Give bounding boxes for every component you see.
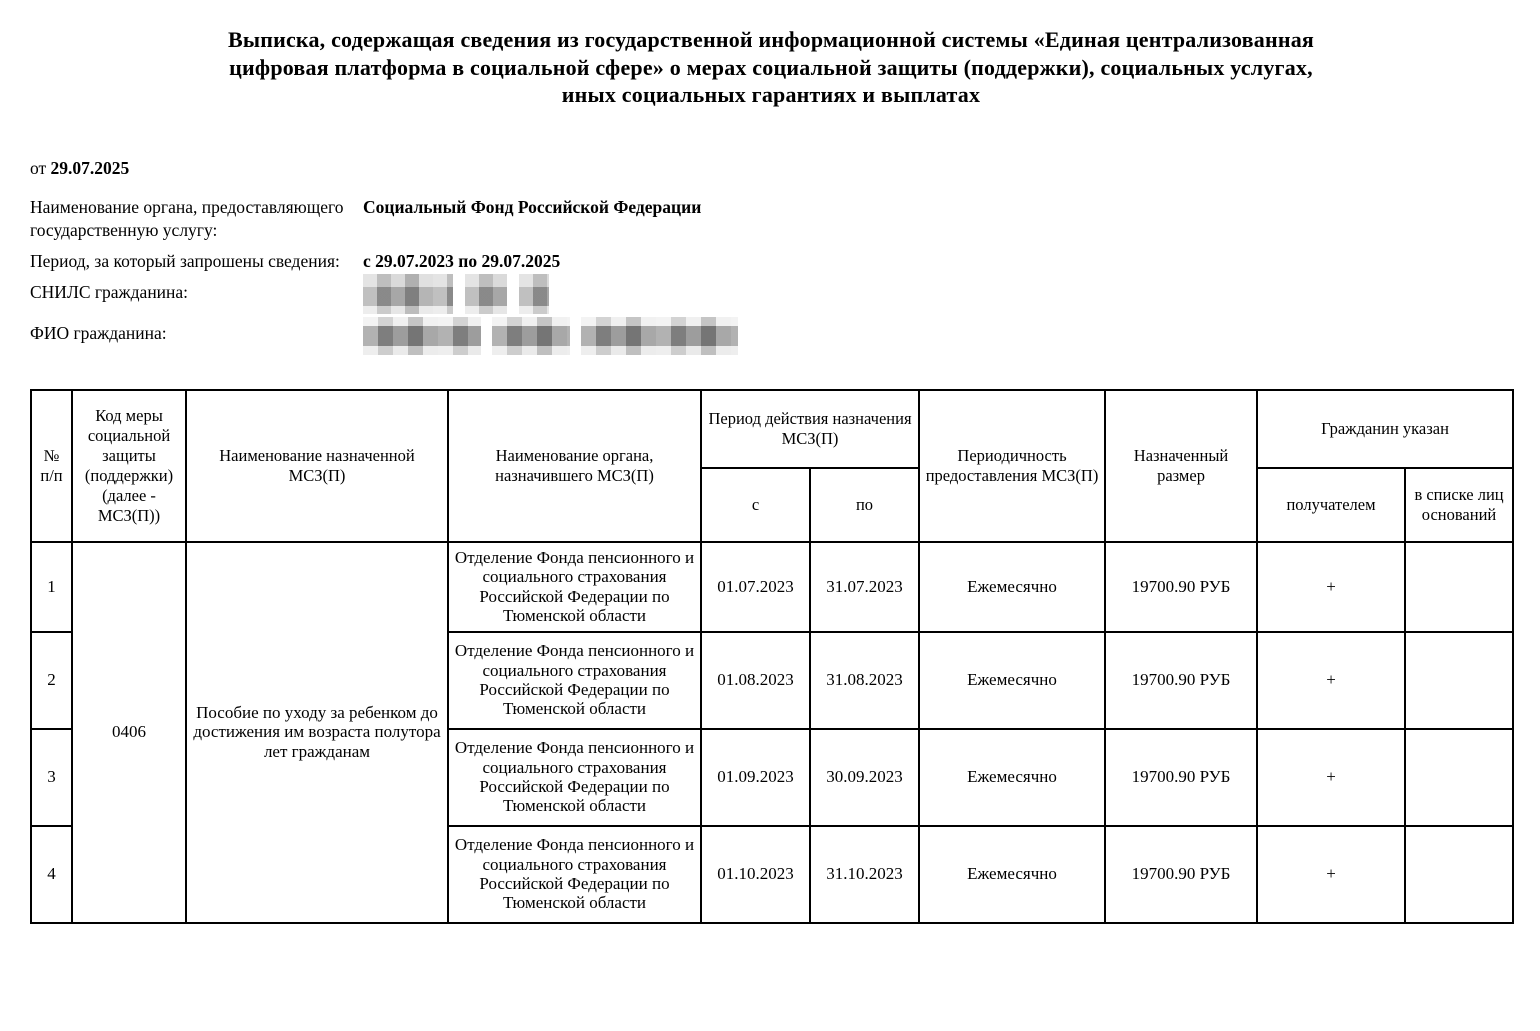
row-date-from: 01.08.2023	[701, 632, 810, 729]
row-benefit-name: Пособие по уходу за ребенком до достижения им возраста полутора лет гражданам	[186, 542, 448, 923]
header-citizen-recipient: получателем	[1257, 468, 1405, 542]
meta-row-snils	[30, 281, 1512, 314]
row-org: Отделение Фонда пенсионного и социального страхования Российской Федерации по Тюменской области	[448, 826, 701, 923]
header-period-to: по	[810, 468, 919, 542]
header-citizen-basis: в списке лиц оснований	[1405, 468, 1513, 542]
snils-redacted-value	[363, 281, 549, 314]
row-date-to: 31.07.2023	[810, 542, 919, 632]
period-value: с 29.07.2023 по 29.07.2025	[363, 250, 561, 271]
snils-redaction-block	[519, 274, 549, 314]
fio-redaction-block	[363, 317, 481, 355]
row-code: 0406	[72, 542, 186, 923]
row-num: 1	[31, 542, 72, 632]
extract-date-line	[30, 157, 1512, 180]
authority-value: Социальный Фонд Российской Федерации	[363, 196, 702, 217]
row-periodicity: Ежемесячно	[919, 729, 1105, 826]
row-amount: 19700.90 РУБ	[1105, 542, 1257, 632]
row-date-from: 01.09.2023	[701, 729, 810, 826]
row-periodicity: Ежемесячно	[919, 542, 1105, 632]
header-code: Код меры социальной защиты (поддержки) (далее - МСЗ(П))	[72, 390, 186, 542]
row-org: Отделение Фонда пенсионного и социального страхования Российской Федерации по Тюменской области	[448, 729, 701, 826]
row-date-to: 31.10.2023	[810, 826, 919, 923]
date-prefix: от	[30, 157, 47, 178]
row-basis-mark	[1405, 632, 1513, 729]
row-basis-mark	[1405, 542, 1513, 632]
meta-row-fio	[30, 322, 1512, 355]
header-num: № п/п	[31, 390, 72, 542]
row-recipient-mark: +	[1257, 542, 1405, 632]
row-date-from: 01.10.2023	[701, 826, 810, 923]
row-date-from: 01.07.2023	[701, 542, 810, 632]
row-recipient-mark: +	[1257, 729, 1405, 826]
header-org: Наименование органа, назначившего МСЗ(П)	[448, 390, 701, 542]
title-line-1: Выписка, содержащая сведения из государственной информационной системы «Единая централизованная	[227, 27, 1315, 52]
snils-label: СНИЛС гражданина:	[30, 281, 189, 302]
row-org: Отделение Фонда пенсионного и социального страхования Российской Федерации по Тюменской области	[448, 632, 701, 729]
extract-date: 29.07.2025	[50, 157, 130, 178]
table-row	[31, 542, 1513, 632]
row-date-to: 31.08.2023	[810, 632, 919, 729]
fio-redaction-block	[581, 317, 738, 355]
period-label: Период, за который запрошены сведения:	[30, 250, 340, 271]
row-basis-mark	[1405, 826, 1513, 923]
row-amount: 19700.90 РУБ	[1105, 729, 1257, 826]
fio-redacted-value	[363, 322, 738, 355]
row-recipient-mark: +	[1257, 632, 1405, 729]
fio-redaction-block	[492, 317, 570, 355]
row-date-to: 30.09.2023	[810, 729, 919, 826]
meta-row-period	[30, 250, 1512, 273]
header-name: Наименование назначенной МСЗ(П)	[186, 390, 448, 542]
header-period-from: с	[701, 468, 810, 542]
meta-row-authority	[30, 196, 1512, 242]
title-line-3: иных социальных гарантиях и выплатах	[561, 82, 981, 107]
snils-redaction-block	[465, 274, 507, 314]
row-amount: 19700.90 РУБ	[1105, 826, 1257, 923]
row-periodicity: Ежемесячно	[919, 632, 1105, 729]
row-org: Отделение Фонда пенсионного и социального страхования Российской Федерации по Тюменской области	[448, 542, 701, 632]
document-title	[30, 26, 1512, 109]
header-amount: Назначенный размер	[1105, 390, 1257, 542]
row-basis-mark	[1405, 729, 1513, 826]
meta-section	[30, 196, 1512, 355]
fio-label: ФИО гражданина:	[30, 322, 167, 343]
row-num: 3	[31, 729, 72, 826]
row-recipient-mark: +	[1257, 826, 1405, 923]
header-citizen: Гражданин указан	[1257, 390, 1513, 468]
authority-label: Наименование органа, предоставляющего государственную услугу:	[30, 196, 344, 240]
row-num: 4	[31, 826, 72, 923]
benefits-table	[30, 389, 1514, 924]
header-periodicity: Периодичность предоставления МСЗ(П)	[919, 390, 1105, 542]
header-period: Период действия назначения МСЗ(П)	[701, 390, 919, 468]
row-num: 2	[31, 632, 72, 729]
title-line-2: цифровая платформа в социальной сфере» о мерах социальной защиты (поддержки), социальных услугах,	[229, 54, 1313, 80]
snils-redaction-block	[363, 274, 453, 314]
row-periodicity: Ежемесячно	[919, 826, 1105, 923]
row-amount: 19700.90 РУБ	[1105, 632, 1257, 729]
